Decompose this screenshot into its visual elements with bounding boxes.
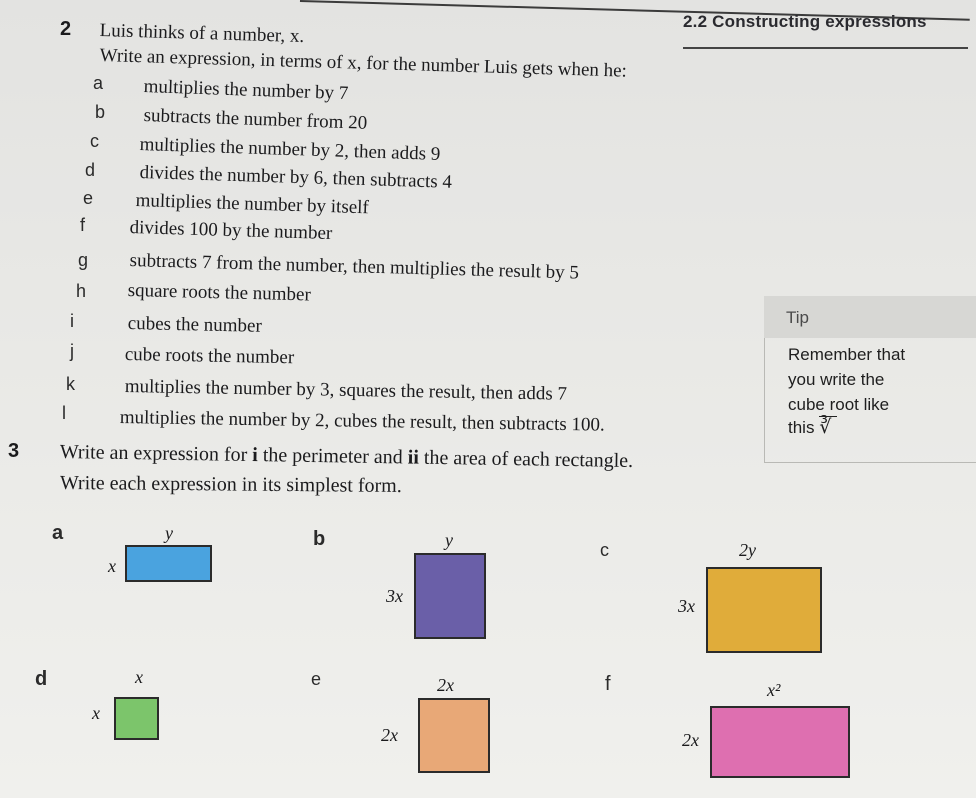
question-2-number: 2: [60, 18, 72, 40]
question-2-item-j-text: cube roots the number: [124, 344, 295, 369]
rectangle-f: [710, 706, 850, 778]
figure-a-top-label: y: [165, 523, 173, 543]
rectangle-d: [114, 697, 159, 740]
figure-f-top-label: x²: [767, 680, 781, 700]
question-2-instruction: Write an expression, in terms of x, for the number Luis gets when he:: [99, 45, 628, 82]
question-3-text-start: Write an expression for: [59, 441, 253, 467]
tip-line-2: you write the: [788, 370, 885, 389]
question-2-item-i-letter: i: [70, 311, 74, 331]
question-2-item-a-letter: a: [93, 73, 104, 93]
rectangle-b: [414, 553, 486, 639]
figure-d-letter: d: [35, 668, 48, 690]
part-ii-marker: ii: [407, 446, 420, 469]
part-i-marker: i: [252, 444, 259, 467]
question-3-number: 3: [8, 440, 20, 462]
tip-line-1: Remember that: [788, 345, 906, 364]
rectangle-e: [418, 698, 490, 773]
tip-title: Tip: [786, 308, 809, 327]
question-2-item-c-letter: c: [90, 131, 99, 151]
question-2-intro: Luis thinks of a number, x.: [99, 20, 305, 48]
tip-line-4: [788, 416, 837, 439]
question-3-text-mid: the perimeter and: [257, 444, 408, 469]
rectangle-a: [125, 545, 212, 582]
question-2-item-k-text: multiplies the number by 3, squares the result, then adds 7: [124, 376, 568, 405]
question-2-item-a-text: multiplies the number by 7: [143, 76, 349, 105]
figure-f-side-label: 2x: [682, 730, 699, 750]
question-2-item-k-letter: k: [66, 374, 75, 394]
question-2-item-d-letter: d: [85, 160, 96, 180]
section-title-underline: [683, 47, 968, 49]
figure-a-letter: a: [52, 522, 64, 544]
figure-c-top-label: 2y: [739, 540, 756, 560]
cube-root-symbol: ∛: [819, 416, 837, 438]
tip-line-3: cube root like: [788, 395, 890, 414]
figure-d-top-label: x: [135, 667, 143, 687]
question-2-item-i-text: cubes the number: [127, 313, 262, 337]
question-2-item-g-letter: g: [78, 250, 89, 270]
question-2-item-l-letter: l: [62, 403, 66, 423]
question-2-item-e-text: multiplies the number by itself: [135, 190, 370, 219]
figure-b-side-label: 3x: [386, 586, 403, 606]
question-2-item-l-text: multiplies the number by 2, cubes the result, then subtracts 100.: [119, 407, 605, 436]
question-2-item-b-letter: b: [95, 102, 106, 122]
question-3-text-end: the area of each rectangle.: [418, 446, 634, 473]
figure-b-top-label: y: [445, 530, 453, 550]
tip-line-4-text: this: [788, 418, 815, 437]
question-2-item-j-letter: j: [70, 341, 74, 361]
question-3-subinstruction: Write each expression in its simplest form.: [59, 472, 402, 497]
question-2-item-b-text: subtracts the number from 20: [143, 105, 368, 134]
question-2-item-h-text: square roots the number: [127, 280, 312, 306]
figure-c-side-label: 3x: [678, 596, 695, 616]
question-2-item-c-text: multiplies the number by 2, then adds 9: [139, 134, 441, 165]
figure-a-side-label: x: [108, 556, 116, 576]
question-2-item-f-text: divides 100 by the number: [129, 217, 333, 245]
figure-c-letter: c: [600, 540, 609, 560]
figure-e-letter: e: [311, 669, 322, 689]
figure-e-side-label: 2x: [381, 725, 398, 745]
question-2-item-d-text: divides the number by 6, then subtracts 4: [139, 162, 453, 193]
rectangle-c: [706, 567, 822, 653]
figure-e-top-label: 2x: [437, 675, 454, 695]
figure-d-side-label: x: [92, 703, 100, 723]
question-2-item-g-text: subtracts 7 from the number, then multiplies the result by 5: [129, 250, 580, 284]
question-2-item-h-letter: h: [76, 281, 87, 301]
question-2-item-f-letter: f: [80, 215, 86, 235]
figure-f-letter: f: [605, 673, 611, 695]
question-3-instruction: [60, 441, 634, 473]
question-2-item-e-letter: e: [83, 188, 94, 208]
section-title: 2.2 Constructing expressions: [683, 12, 927, 31]
figure-b-letter: b: [313, 528, 326, 550]
